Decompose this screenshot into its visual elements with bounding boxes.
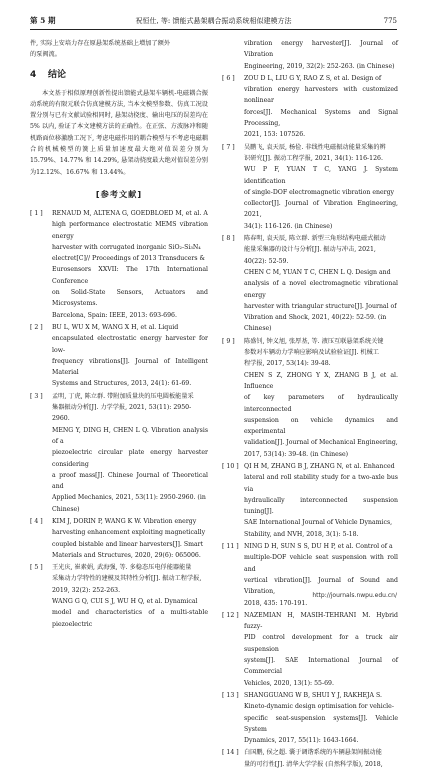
- reference-line: Barcelona, Spain: IEEE, 2013: 693-696.: [52, 311, 177, 319]
- reference-line: harvester with corrugated inorganic SiO₂-Si₃N₄: [52, 243, 201, 251]
- reference-line: 孟明, 丁虎, 陈立群. 带附加质量块的压电圆板能量采: [52, 392, 194, 400]
- intro-text: [30, 38, 208, 61]
- intro-line: 件, 实际上安培力存在原悬架系统基础上增加了额外: [30, 40, 171, 47]
- footer-url: http://journals.nwpu.edu.cn/: [312, 592, 397, 599]
- reference-line: specific seat-suspension systems[J]. Vehicle System: [244, 714, 398, 733]
- issue-label: 第 5 期: [30, 16, 56, 25]
- reference-line: Eurosensors XXVII: The 17th International Conference: [52, 266, 208, 285]
- reference-line: SHANGGUANG W B, SHUI Y J, RAKHEJA S.: [244, 691, 382, 699]
- reference-line: Systems and Structures, 2013, 24(1): 61-69.: [52, 380, 192, 388]
- left-column: [30, 38, 208, 631]
- reference-line: high performance electrostatic MEMS vibration energy: [52, 221, 208, 240]
- reference-line: 白国鹏, 侯之超. 囊于调谐系统的车辆悬架间振动能: [244, 749, 382, 757]
- reference-number: [ 5 ]: [30, 564, 43, 572]
- reference-line: Materials and Structures, 2020, 29(6): 065006.: [52, 551, 201, 559]
- running-header: [30, 13, 397, 30]
- reference-number: [ 13 ]: [222, 691, 239, 699]
- reference-list-left: [30, 208, 208, 630]
- right-column: [222, 38, 398, 771]
- reference-line: vibration energy harvester[J]. Journal of Vibration: [244, 40, 398, 59]
- reference-line: frequency vibrations[J]. Journal of Intelligent Material: [52, 357, 208, 377]
- reference-line: KIM J, DORIN P, WANG K W. Vibration energy: [52, 517, 197, 525]
- reference-line: 能量采集器的设计与分析[J]. 振动与冲击, 2021,: [244, 246, 376, 254]
- conclusion-paragraph: 本文基于相似原理创新性提出馈能式悬架车辆机-电磁耦合振动系统的有限元联合仿真建模方法, 当本文模型参数、仿真工况设置分别与已有文献试验相同时, 悬架动挠度、输出电压的误差均在5% 以内, 验证了本文建模方法的正确性。在正弦、方波脉冲和随机路面位移激励工况下, 考虑电磁作用的耦合模型与不考虑电磁耦合的机械模型的簧上质量加速度最大绝对值误差分别为 15.79%、14.77% 和 14.29%, 悬架动挠度最大绝对值误差分别为12.12%、16.67% 和 13.44%。: [30, 89, 208, 176]
- reference-item: [30, 391, 208, 515]
- reference-line: Vibration and Shock, 2021, 40(22): 52-59. (in: [244, 314, 387, 322]
- reference-line: 吴鹏飞, 袁天辰, 杨俭. 非线性电磁振动能量采集的辨: [244, 143, 386, 151]
- reference-line: harvester with triangular structure[J]. Journal of: [244, 302, 397, 310]
- reference-line: vertical vibration[J]. Journal of Sound and Vibration,: [244, 576, 398, 596]
- reference-line: BU L, WU X M, WANG X H, et al. Liquid: [52, 323, 179, 331]
- reference-line: 采集动力学特性的建模及其特性分析[J]. 振动工程学报,: [52, 575, 202, 583]
- reference-line: Engineering, 2019, 32(2): 252-263. (in Chinese): [244, 62, 395, 70]
- reference-line: QI H M, ZHANG B J, ZHANG N, et al. Enhanced: [244, 462, 395, 470]
- reference-line: SAE International Journal of Vehicle Dynamics,: [244, 519, 393, 527]
- reference-line: CHEN C M, YUAN T C, CHEN L Q. Design and: [244, 268, 391, 276]
- reference-line: 王光庆, 崔素娟, 武海强, 等. 多稳态压电俘能器能量: [52, 564, 192, 572]
- reference-line: Kineto-dynamic design optimisation for vehicle-: [244, 703, 394, 711]
- reference-line: on Solid-State Sensors, Actuators and Microsystems.: [52, 289, 208, 308]
- reference-item: [222, 142, 398, 232]
- reference-line: 2018, 435: 170-191.: [244, 599, 308, 607]
- reference-line: Stability, and NVH, 2018, 3(1): 5-18.: [244, 530, 359, 538]
- reference-item: [222, 461, 398, 540]
- reference-line: 2019, 32(2): 252-263.: [52, 586, 121, 594]
- reference-number: [ 10 ]: [222, 462, 239, 470]
- reference-item: [30, 322, 208, 390]
- reference-line: harvesting enhancement exploiting magnetically: [52, 529, 206, 537]
- reference-line: WANG G Q, CUI S J, WU H Q, et al. Dynamical: [52, 598, 198, 606]
- reference-number: [ 14 ]: [222, 749, 239, 757]
- reference-line: NAZEMIAN H, MASIH-TEHRANI M. Hybrid fuzzy-: [244, 611, 398, 631]
- section-heading: [30, 69, 208, 81]
- reference-number: [ 7 ]: [222, 143, 235, 151]
- reference-line: hydraulically interconnected suspension tuning[J].: [244, 496, 398, 516]
- reference-line: WU P F, YUAN T C, YANG J. System identification: [244, 166, 398, 185]
- reference-line: Chinese): [244, 325, 272, 333]
- references-heading: [参考文献]: [95, 188, 143, 199]
- reference-list-right: [222, 38, 398, 770]
- reference-line: Applied Mechanics, 2021, 53(11): 2950-2960. (in: [52, 494, 206, 502]
- reference-line: CHEN S Z, ZHONG Y X, ZHANG B J, et al. Influence: [244, 371, 398, 390]
- reference-line: model and characteristics of a multi-stable piezoelectric: [52, 609, 208, 628]
- reference-line: 34(1): 116-126. (in Chinese): [244, 222, 333, 230]
- reference-line: MENG Y, DING H, CHEN L Q. Vibration analysis of a: [52, 426, 208, 445]
- reference-number: [ 6 ]: [222, 74, 235, 82]
- intro-line: 的泵阀流。: [30, 51, 61, 59]
- reference-line: 识研究[J]. 振动工程学报, 2021, 34(1): 116-126.: [244, 154, 383, 162]
- reference-line: collector[J]. Journal of Vibration Engineering, 2021,: [244, 200, 398, 219]
- reference-line: system[J]. SAE International Journal of Commercial: [244, 657, 398, 676]
- reference-item: [30, 562, 208, 630]
- reference-line: forces[J]. Mechanical Systems and Signal Processing,: [244, 108, 398, 128]
- reference-item: [222, 233, 398, 335]
- reference-line: RENAUD M, ALTENA G, GOEDBLOED M, et al. A: [52, 209, 208, 217]
- reference-line: 参数对车辆动力学响应影响及试验验证[J]. 机械工: [244, 349, 379, 357]
- reference-item: [30, 516, 208, 561]
- reference-line: 2017, 53(14): 39-48. (in Chinese): [244, 450, 349, 458]
- reference-item: [222, 610, 398, 689]
- reference-line: Vehicles, 2020, 13(1): 55-69.: [244, 679, 334, 687]
- reference-line: vibration energy harvesters with customized nonlinear: [244, 86, 398, 105]
- reference-line: lateral and roll stability study for a two-axle bus via: [244, 474, 398, 493]
- running-title: 祝恒仕, 等: 馈能式悬架耦合振动系统相似建模方法: [135, 17, 292, 25]
- reference-line: 陈盛钊, 钟义旭, 张厚基, 等. 液压互联悬架系统关键: [244, 337, 384, 345]
- reference-item: [222, 38, 398, 72]
- reference-line: 程学报, 2017, 53(14): 39-48.: [244, 360, 331, 368]
- reference-number: [ 11 ]: [222, 543, 239, 551]
- reference-line: Chinese): [52, 505, 80, 513]
- page-number: 775: [383, 17, 397, 25]
- reference-line: Dynamics, 2017, 55(11): 1643-1664.: [244, 737, 359, 745]
- reference-line: validation[J]. Journal of Mechanical Engineering,: [244, 439, 398, 447]
- reference-item: [222, 336, 398, 460]
- reference-line: of single-DOF electromagnetic vibration energy: [244, 188, 395, 196]
- reference-line: PID control development for a truck air suspension: [244, 634, 398, 653]
- section-title: 结论: [48, 69, 67, 80]
- reference-line: analysis of a novel electromagnetic vibrational energy: [244, 280, 398, 299]
- reference-line: 量的可行性[J]. 清华大学学报 (自然科学版), 2018,: [244, 760, 383, 768]
- reference-line: electret[C]// Proceedings of 2013 Transducers &: [52, 255, 206, 263]
- reference-line: ZOU D L, LIU G Y, RAO Z S, et al. Design of: [244, 74, 382, 82]
- section-number: 4: [30, 69, 37, 80]
- reference-line: suspension on vehicle dynamics and experimental: [244, 416, 398, 436]
- reference-item: [222, 73, 398, 141]
- reference-line: of key parameters of hydraulically interconnected: [244, 394, 398, 413]
- reference-item: [30, 208, 208, 321]
- reference-line: multiple-DOF vehicle seat suspension with roll and: [244, 554, 398, 573]
- reference-number: [ 3 ]: [30, 392, 43, 400]
- reference-line: NING D H, SUN S S, DU H P, et al. Control of a: [244, 543, 393, 551]
- reference-line: 40(22): 52-59.: [244, 257, 289, 265]
- reference-line: encapsulated electrostatic energy harvester for low-: [52, 335, 208, 354]
- reference-number: [ 1 ]: [30, 209, 43, 217]
- reference-line: 2021, 153: 107526.: [244, 131, 306, 139]
- reference-item: [222, 747, 398, 770]
- reference-number: [ 9 ]: [222, 337, 235, 345]
- reference-number: [ 12 ]: [222, 611, 239, 619]
- reference-line: 2960.: [52, 415, 70, 423]
- reference-line: 陈春明, 袁天辰, 陈立群. 新型三角形结构电磁式振动: [244, 235, 386, 243]
- reference-item: [222, 690, 398, 746]
- reference-line: 集器振动分析[J]. 力学学报, 2021, 53(11): 2950-: [52, 404, 192, 412]
- reference-number: [ 2 ]: [30, 323, 43, 331]
- reference-line: piezoelectric circular plate energy harvester considering: [52, 449, 208, 468]
- reference-number: [ 4 ]: [30, 517, 43, 525]
- reference-line: coupled bistable and linear harvesters[J]. Smart: [52, 540, 204, 548]
- reference-line: a proof mass[J]. Chinese Journal of Theoretical and: [52, 471, 208, 491]
- reference-number: [ 8 ]: [222, 235, 235, 243]
